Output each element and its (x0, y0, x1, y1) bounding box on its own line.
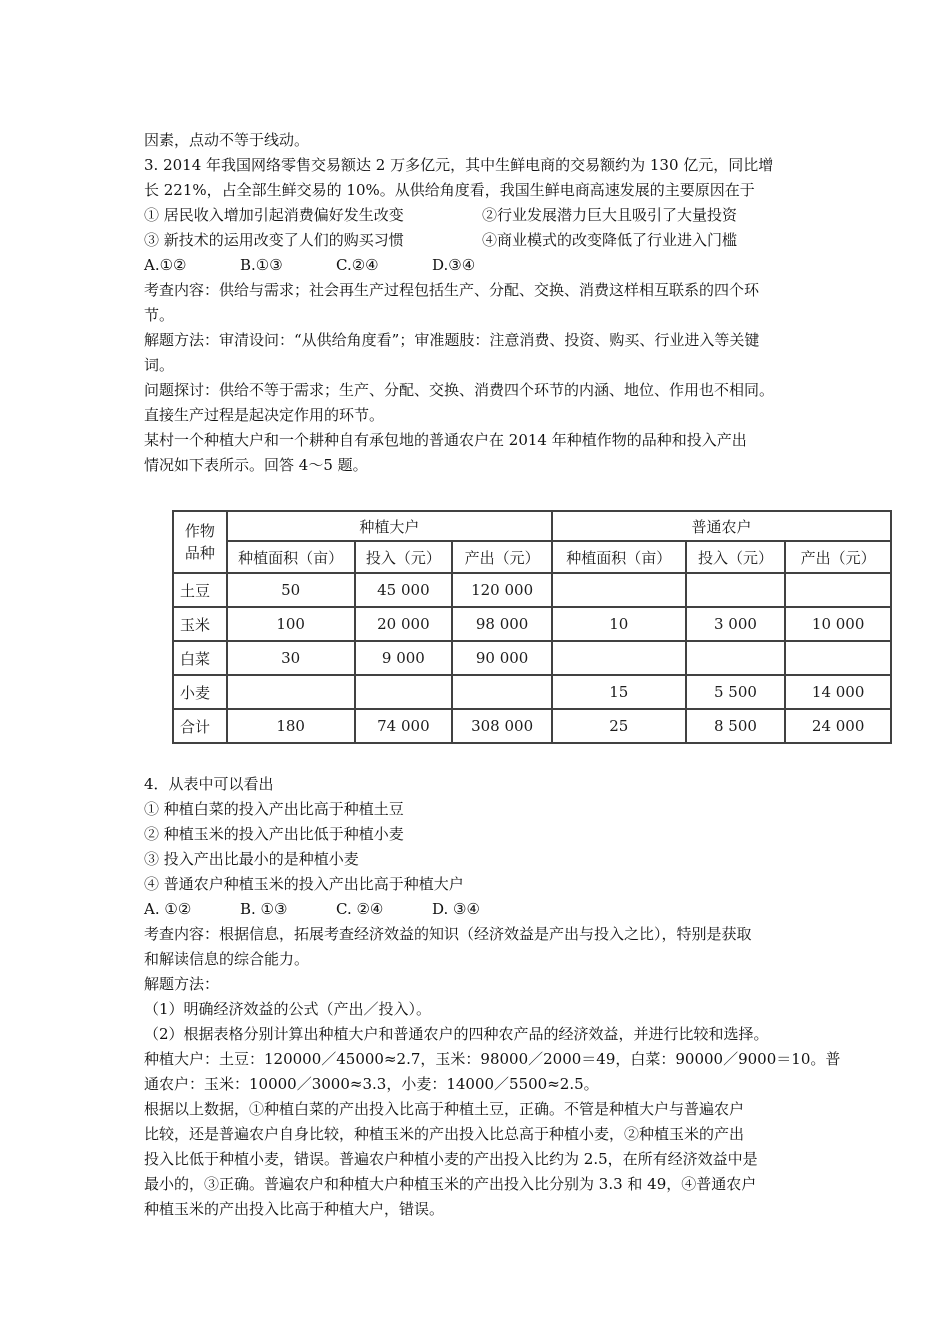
corner-label-line: 作物 (184, 522, 215, 540)
text-line: 解题方法：审清设问：“从供给角度看”；审准题肢：注意消费、投资、购买、行业进入等关键 (144, 331, 760, 349)
subheader-cell: 种植面积（亩） (552, 541, 686, 573)
text-line: 词。 (144, 356, 175, 374)
table-cell: 14 000 (785, 675, 891, 709)
table-header-row (173, 511, 891, 541)
table-cell: 5 500 (686, 675, 786, 709)
subheader-cell: 产出（元） (452, 541, 552, 573)
table-cell: 15 (552, 675, 686, 709)
text-line: 3. 2014 年我国网络零售交易额达 2 万多亿元，其中生鲜电商的交易额约为 130 亿元，同比增 (144, 156, 774, 174)
q3-option: ④商业模式的改变降低了行业进入门槛 (482, 231, 738, 249)
text-line: 根据以上数据，①种植白菜的产出投入比高于种植土豆，正确。不管是种植大户与普遍农户 (144, 1100, 745, 1118)
table-row (173, 641, 891, 675)
table-cell: 9 000 (355, 641, 453, 675)
table-cell: 10 000 (785, 607, 891, 641)
table-cell: 90 000 (452, 641, 552, 675)
q3-option: ②行业发展潜力巨大且吸引了大量投资 (482, 206, 738, 224)
table-cell: 10 (552, 607, 686, 641)
q4-choice: A. ①② (144, 900, 192, 918)
table-cell (552, 573, 686, 607)
crop-name-cell: 小麦 (173, 675, 227, 709)
text-line: 最小的，③正确。普遍农户和种植大户种植玉米的产出投入比分别为 3.3 和 49，④普通农户 (144, 1175, 757, 1193)
table-row (173, 573, 891, 607)
text-line: 种植大户：土豆：120000／45000≈2.7，玉米：98000／2000＝49，白菜：90000／9000＝10。普 (144, 1050, 841, 1068)
q3-option-row (144, 203, 824, 228)
table-row (173, 607, 891, 641)
table-cell (227, 675, 355, 709)
table-cell: 24 000 (785, 709, 891, 743)
group-header-large-grower: 种植大户 (227, 511, 552, 541)
q4-choice: B. ①③ (240, 900, 288, 918)
q4-choice-row (144, 897, 824, 922)
table-cell: 50 (227, 573, 355, 607)
q4-item: ③ 投入产出比最小的是种植小麦 (144, 850, 359, 868)
q3-choice: C.②④ (336, 256, 379, 274)
text-line: 长 221%，占全部生鲜交易的 10%。从供给角度看，我国生鲜电商高速发展的主要原因在于 (144, 181, 755, 199)
crop-name-cell: 土豆 (173, 573, 227, 607)
subheader-cell: 投入（元） (355, 541, 453, 573)
q4-choice: C. ②④ (336, 900, 384, 918)
table-cell: 120 000 (452, 573, 552, 607)
table-cell (686, 641, 786, 675)
text-line: 情况如下表所示。回答 4～5 题。 (144, 456, 368, 474)
table-row (173, 675, 891, 709)
table-cell (785, 573, 891, 607)
text-line: 和解读信息的综合能力。 (144, 950, 310, 968)
question-4-block (144, 772, 841, 1222)
text-line: 考查内容：供给与需求；社会再生产过程包括生产、分配、交换、消费这样相互联系的四个环 (144, 281, 760, 299)
q4-choice: D. ③④ (432, 900, 480, 918)
text-line: 比较，还是普遍农户自身比较，种植玉米的产出投入比总高于种植小麦，②种植玉米的产出 (144, 1125, 745, 1143)
table-cell: 74 000 (355, 709, 453, 743)
q4-item: ② 种植玉米的投入产出比低于种植小麦 (144, 825, 404, 843)
text-line: 考查内容：根据信息，拓展考查经济效益的知识（经济效益是产出与投入之比），特别是获取 (144, 925, 752, 943)
q4-title: 4．从表中可以看出 (144, 775, 274, 793)
corner-header-cell (173, 511, 227, 573)
table-cell: 180 (227, 709, 355, 743)
text-line: 某村一个种植大户和一个耕种自有承包地的普通农户在 2014 年种植作物的品种和投入产出 (144, 431, 747, 449)
subheader-cell: 投入（元） (686, 541, 786, 573)
table-cell: 100 (227, 607, 355, 641)
table-cell: 30 (227, 641, 355, 675)
text-line: 投入比低于种植小麦，错误。普遍农户种植小麦的产出投入比约为 2.5，在所有经济效益中是 (144, 1150, 758, 1168)
q3-option: ① 居民收入增加引起消费偏好发生改变 (144, 206, 404, 224)
question-3-block (144, 128, 824, 478)
crop-table (172, 510, 892, 744)
subheader-cell: 种植面积（亩） (227, 541, 355, 573)
text-line: 解题方法： (144, 975, 220, 993)
q3-choice: D.③④ (432, 256, 476, 274)
text-line: 因素，点动不等于线动。 (144, 131, 310, 149)
text-line: 通农户：玉米：10000／3000≈3.3，小麦：14000／5500≈2.5。 (144, 1075, 599, 1093)
q3-choice: A.①② (144, 256, 187, 274)
table-cell (355, 675, 453, 709)
table-cell: 98 000 (452, 607, 552, 641)
text-line: （1）明确经济效益的公式（产出／投入）。 (144, 1000, 432, 1018)
table-cell: 8 500 (686, 709, 786, 743)
q3-choice: B.①③ (240, 256, 283, 274)
subheader-cell: 产出（元） (785, 541, 891, 573)
table-cell: 3 000 (686, 607, 786, 641)
q4-item: ① 种植白菜的投入产出比高于种植土豆 (144, 800, 404, 818)
text-line: （2）根据表格分别计算出种植大户和普通农户的四种农产品的经济效益，并进行比较和选择。 (144, 1025, 769, 1043)
table-cell (552, 641, 686, 675)
corner-label-line: 品种 (184, 544, 215, 562)
crop-input-output-table-figure (172, 510, 900, 746)
q3-choice-row (144, 253, 824, 278)
q3-option: ③ 新技术的运用改变了人们的购买习惯 (144, 231, 404, 249)
q3-option-row (144, 228, 824, 253)
table-cell: 45 000 (355, 573, 453, 607)
table-cell: 20 000 (355, 607, 453, 641)
table-cell (452, 675, 552, 709)
text-line: 节。 (144, 306, 175, 324)
group-header-ordinary-farmer: 普通农户 (552, 511, 891, 541)
table-cell (686, 573, 786, 607)
crop-name-cell: 白菜 (173, 641, 227, 675)
table-cell: 308 000 (452, 709, 552, 743)
crop-name-cell: 玉米 (173, 607, 227, 641)
crop-name-cell: 合计 (173, 709, 227, 743)
table-cell (785, 641, 891, 675)
text-line: 直接生产过程是起决定作用的环节。 (144, 406, 385, 424)
table-cell: 25 (552, 709, 686, 743)
table-subheader-row (173, 541, 891, 573)
text-line: 种植玉米的产出投入比高于种植大户，错误。 (144, 1200, 445, 1218)
table-total-row (173, 709, 891, 743)
q4-item: ④ 普通农户种植玉米的投入产出比高于种植大户 (144, 875, 464, 893)
text-line: 问题探讨：供给不等于需求；生产、分配、交换、消费四个环节的内涵、地位、作用也不相同。 (144, 381, 775, 399)
